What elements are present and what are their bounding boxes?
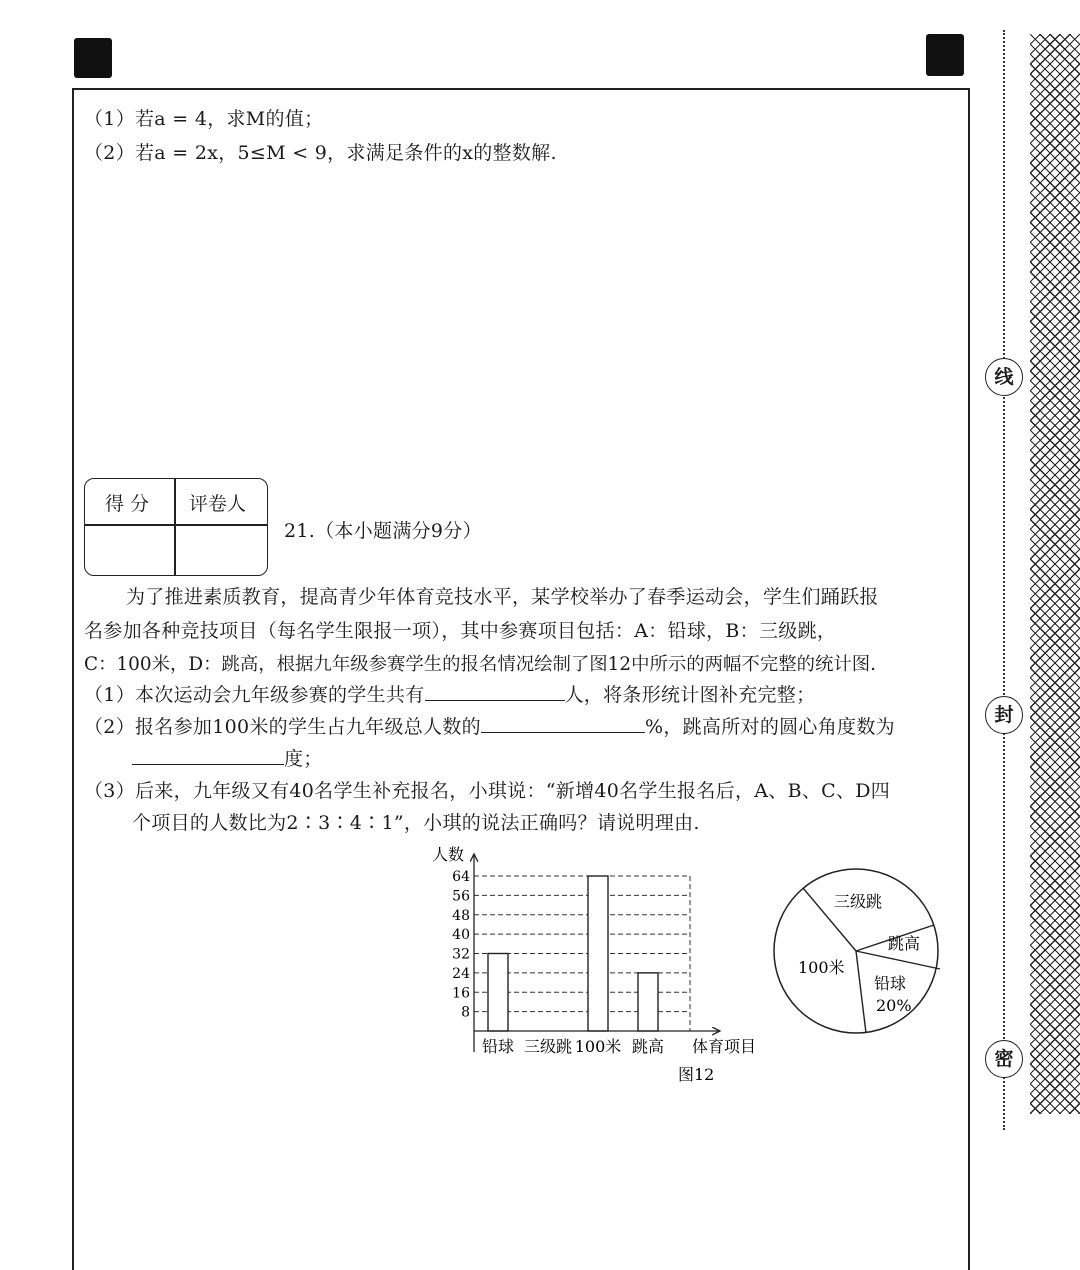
bar-y-tick-label: 16 — [452, 985, 470, 1002]
score-box — [84, 478, 268, 576]
side-label-line: 线 — [985, 358, 1023, 396]
bar-category-label: 跳高 — [631, 1037, 665, 1056]
bar-0 — [488, 954, 508, 1032]
bar-y-tick-label: 32 — [452, 946, 470, 963]
bar-x-label: 体育项目 — [692, 1037, 757, 1056]
bar-y-tick-label: 48 — [452, 907, 470, 924]
q21-header: 21.（本小题满分9分） — [284, 520, 482, 542]
bar-y-tick-label: 64 — [452, 869, 470, 885]
answer-blank-total[interactable] — [425, 682, 565, 701]
bar-3 — [638, 973, 658, 1031]
answer-blank-percent[interactable] — [481, 714, 645, 733]
bar-y-tick-label: 40 — [452, 927, 470, 944]
pie-divider-4 — [856, 951, 866, 1033]
bar-y-tick-label: 24 — [452, 965, 470, 982]
bar-category-label: 三级跳 — [523, 1037, 573, 1056]
q21-part3-line1: （3）后来，九年级又有40名学生补充报名，小琪说：“新增40名学生报名后，A、B、C、D四 — [84, 780, 891, 802]
q21-part1-text-a: （1）本次运动会九年级参赛的学生共有 — [84, 684, 425, 706]
q21-part3-line2: 个项目的人数比为2∶3∶4∶1”，小琪的说法正确吗？请说明理由. — [132, 812, 700, 834]
bar-category-label: 铅球 — [481, 1037, 515, 1056]
q21-intro-line3: C：100米，D：跳高，根据九年级参赛学生的报名情况绘制了图12中所示的两幅不完整的统计图. — [84, 654, 877, 675]
side-label-seal: 封 — [985, 696, 1023, 734]
side-label-secret: 密 — [985, 1040, 1023, 1078]
q21-part1-text-b: 人，将条形统计图补充完整； — [564, 684, 816, 706]
q21-part2-text-b: %，跳高所对的圆心角度数为 — [644, 716, 895, 738]
pie-label-shot-put: 铅球 — [874, 974, 907, 993]
score-box-row-divider — [85, 524, 267, 526]
score-box-divider — [174, 479, 176, 575]
figure-caption: 图12 — [678, 1065, 715, 1084]
q21-part1 — [84, 680, 815, 707]
binding-dashed-line — [1003, 30, 1005, 1130]
bar-y-tick-label: 56 — [452, 888, 470, 905]
binding-hatch-pattern — [1030, 34, 1080, 1114]
grader-label: 评卷人 — [189, 493, 247, 515]
registration-mark-left — [74, 38, 112, 78]
q21-intro-line1: 为了推进素质教育，提高青少年体育竞技水平，某学校举办了春季运动会，学生们踊跃报 — [126, 586, 879, 608]
pie-divider-3 — [856, 951, 940, 969]
pie-label-100m: 100米 — [798, 958, 845, 977]
answer-blank-angle[interactable] — [132, 746, 284, 765]
q20-part1: （1）若a = 4，求M的值； — [84, 108, 324, 130]
bar-2 — [588, 876, 608, 1031]
pie-chart — [770, 855, 950, 1045]
q21-intro-line2: 名参加各种竞技项目（每名学生限报一项），其中参赛项目包括：A：铅球，B：三级跳， — [84, 620, 837, 642]
q21-part2 — [84, 712, 895, 739]
score-label: 得 分 — [105, 493, 150, 515]
bar-y-tick-label: 8 — [461, 1004, 470, 1021]
answer-frame — [72, 88, 970, 1270]
bar-y-label: 人数 — [432, 845, 465, 864]
registration-mark-right — [926, 34, 964, 76]
bar-chart — [420, 840, 780, 1090]
pie-label-shot-put-percent: 20% — [876, 996, 912, 1015]
q21-part2-cont — [132, 744, 323, 771]
q20-part2: （2）若a = 2x，5≤M < 9，求满足条件的x的整数解. — [84, 142, 557, 164]
pie-label-high-jump: 跳高 — [888, 934, 921, 953]
q21-part2-text-a: （2）报名参加100米的学生占九年级总人数的 — [84, 716, 481, 738]
q21-part2-text-c: 度； — [284, 748, 323, 770]
bar-category-label: 100米 — [574, 1037, 622, 1056]
pie-label-triple-jump: 三级跳 — [834, 892, 883, 911]
